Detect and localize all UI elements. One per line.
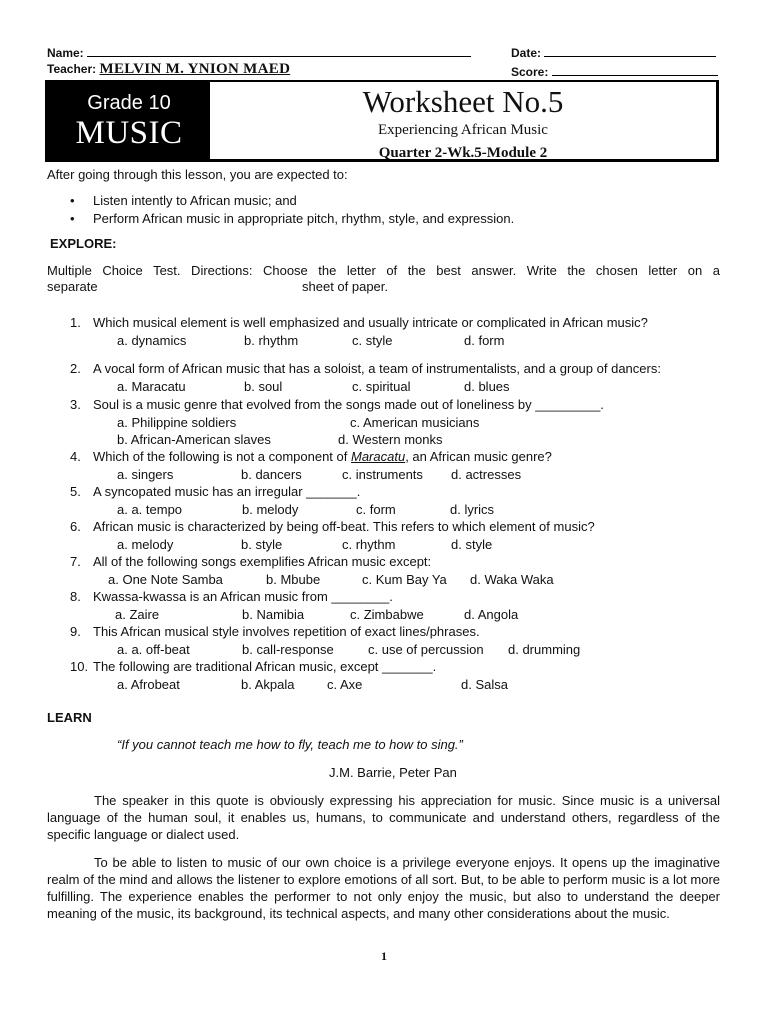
date-row [511,44,716,60]
answer-choice: d. Western monks [338,432,443,447]
directions-word-separate: separate [47,279,98,294]
question-text [93,484,360,499]
question-number: 9. [70,624,81,639]
answer-choice: d. actresses [451,467,522,482]
question-text-part: This African musical style involves repetition of exact lines/phrases. [93,624,480,639]
answer-choice: d. Waka Waka [470,572,554,587]
question-number: 2. [70,361,81,376]
answer-choice: b. Akpala [241,677,295,692]
answer-choice: a. One Note Samba [108,572,223,587]
answer-choice: b. dancers [241,467,302,482]
question-text-part: Soul is a music genre that evolved from the songs made out of loneliness by _________. [93,397,604,412]
objective-item: • Listen intently to African music; and [70,193,297,208]
answer-choice: a. Philippine soldiers [117,415,237,430]
question-text-part: All of the following songs exemplifies African music except: [93,554,432,569]
title-banner [45,80,719,162]
learn-paragraph-2: To be able to listen to music of our own choice is a privilege everyone enjoys. It opens up the imaginative realm of the mind and allows the listener to explore emotions of all sort. But, to be able to perform music is a lot more fulfilling. The experience enables the performer to not only enjoy the music, but also to understand the deeper meaning of the music, its background, its technical aspects, and many other considerations about the music. [47,855,720,921]
answer-choice: c. instruments [342,467,423,482]
name-field[interactable] [87,44,471,57]
answer-choice: a. singers [117,467,174,482]
question-text-part: , an African music genre? [405,449,552,464]
score-label: Score: [511,65,549,79]
question-text-part: African music is characterized by being off-beat. This refers to which element of music? [93,519,595,534]
teacher-label: Teacher: [47,62,97,76]
answer-choice: a. dynamics [117,333,187,348]
question-text-part: Which of the following is not a component of [93,449,351,464]
answer-choice: b. melody [242,502,299,517]
directions-line-1: Multiple Choice Test. Directions: Choose the letter of the best answer. Write the chosen letter on a [47,263,720,278]
quote-attribution: J.M. Barrie, Peter Pan [329,765,457,780]
question-number: 8. [70,589,81,604]
worksheet-quarter: Quarter 2-Wk.5-Module 2 [378,145,548,161]
answer-choice: c. form [356,502,396,517]
learn-heading: LEARN [47,710,92,725]
subject-name: MUSIC [75,115,183,151]
answer-choice: d. style [451,537,493,552]
question-number: 7. [70,554,81,569]
answer-choice: c. spiritual [352,379,411,394]
answer-choice: b. Mbube [266,572,321,587]
answer-choice: b. soul [244,379,283,394]
answer-choice: b. call-response [242,642,334,657]
learn-paragraph-1: The speaker in this quote is obviously expressing his appreciation for music. Since music is a universal language of the human soul, it enables us, humans, to communicate and understand others, regardless of the specific language or dialect used. [47,793,720,842]
answer-choice: d. form [464,333,505,348]
question-text-part: Which musical element is well emphasized and usually intricate or complicated in African music? [93,315,648,330]
answer-choice: d. drumming [508,642,581,657]
answer-choice: c. Zimbabwe [350,607,424,622]
question-text-part: A syncopated music has an irregular _______. [93,484,361,499]
question-text [93,519,595,534]
page-number: 1 [381,949,387,963]
answer-choice: c. American musicians [350,415,480,430]
question-text [93,589,393,604]
answer-choice: d. Angola [464,607,519,622]
answer-choice: d. lyrics [450,502,495,517]
question-text-part: The following are traditional African music, except _______. [93,659,437,674]
date-field[interactable] [544,44,716,57]
directions-word-sheet: sheet of paper. [302,279,389,294]
question-number: 3. [70,397,81,412]
answer-choice: d. Salsa [461,677,508,692]
date-label: Date: [511,46,542,60]
question-text-part: A vocal form of African music that has a soloist, a team of instrumentalists, and a group of dancers: [93,361,661,376]
answer-choice: a. Zaire [115,607,160,622]
worksheet-title: Worksheet No.5 [362,84,564,119]
answer-choice: b. rhythm [244,333,299,348]
answer-choice: a. a. tempo [117,502,183,517]
answer-choice: a. Afrobeat [117,677,180,692]
answer-choice: b. style [241,537,283,552]
answer-choice: d. blues [464,379,510,394]
answer-choice: c. rhythm [342,537,396,552]
question-emphasis: Maracatu [350,449,406,464]
question-text [93,624,480,639]
answer-choice: b. Namibia [242,607,305,622]
question-text [93,659,436,674]
answer-choice: a. Maracatu [117,379,186,394]
score-row [511,63,718,79]
answer-choice: a. a. off-beat [117,642,190,657]
worksheet-subtitle: Experiencing African Music [378,122,548,138]
question-text-part: Kwassa-kwassa is an African music from ________. [93,589,393,604]
question-number: 10. [70,659,89,674]
answer-choice: a. melody [117,537,174,552]
objective-text: Listen intently to African music; and [93,193,297,208]
name-row [47,44,471,60]
quote: “If you cannot teach me how to fly, teach me to how to sing.” [117,737,463,752]
grade-level: Grade 10 [87,92,171,114]
intro-text: After going through this lesson, you are expected to: [47,167,348,182]
question-number: 5. [70,484,81,499]
score-field[interactable] [552,63,718,76]
question-text [93,315,648,330]
teacher-name: MELVIN M. YNION MAED [99,61,291,77]
explore-heading: EXPLORE: [50,236,117,251]
question-text [93,554,431,569]
question-text [93,361,661,376]
answer-choice: c. Kum Bay Ya [362,572,447,587]
worksheet-block [210,82,716,159]
subject-block [48,82,210,159]
question-number: 4. [70,449,81,464]
answer-choice: c. Axe [327,677,363,692]
answer-choice: c. style [352,333,393,348]
question-number: 1. [70,315,81,330]
objective-item: • Perform African music in appropriate pitch, rhythm, style, and expression. [70,211,515,226]
answer-choice: b. African-American slaves [117,432,271,447]
question-number: 6. [70,519,81,534]
name-label: Name: [47,46,84,60]
answer-choice: c. use of percussion [368,642,484,657]
question-text [93,449,552,464]
teacher-row [47,61,290,78]
question-text [93,397,604,412]
objective-text: Perform African music in appropriate pitch, rhythm, style, and expression. [93,211,515,226]
